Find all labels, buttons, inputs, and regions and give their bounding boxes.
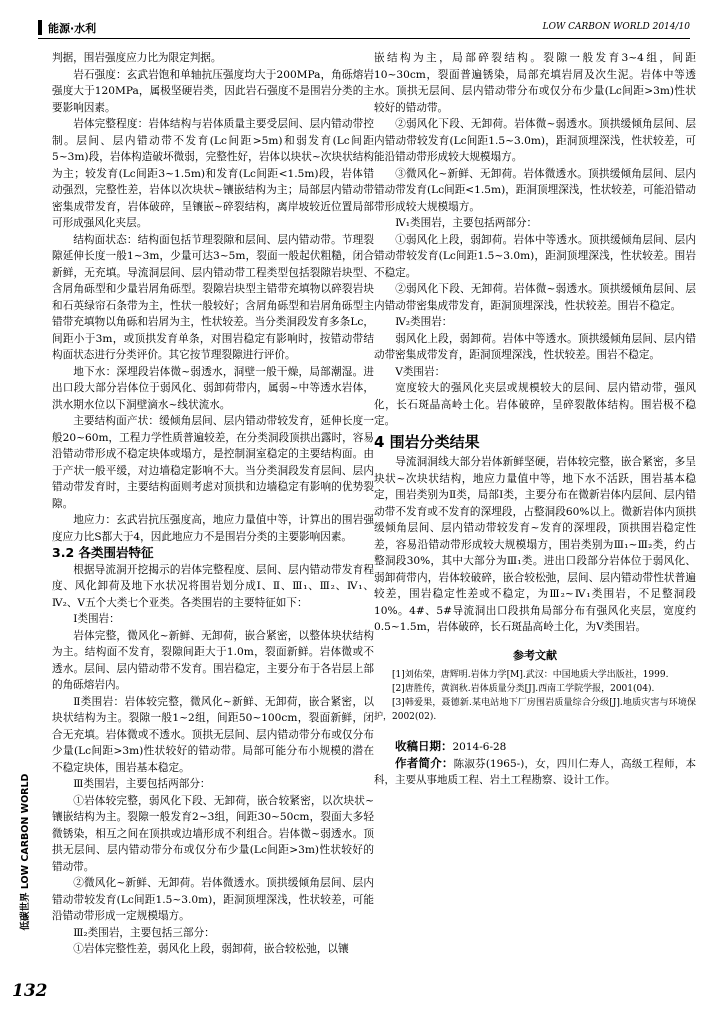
section-heading: 3.2 各类围岩特征 (52, 545, 154, 560)
paragraph: 宽度较大的强风化夹层或规模较大的层间、层内错动带，强风化，长石斑晶高岭土化。岩体破碎，呈碎裂散体结构。围岩极不稳定。 (374, 382, 696, 427)
received-label: 收稿日期： (395, 739, 453, 753)
category-heading: Ⅲ类围岩，主要包括两部分： (73, 778, 211, 790)
category-heading: Ⅳ₁类围岩，主要包括两部分： (395, 217, 538, 229)
received-date (374, 738, 696, 755)
header-section: 能源·水利 (48, 22, 97, 35)
paragraph: Ⅱ类围岩：岩体较完整，微风化~新鲜、无卸荷，嵌合紧密，以块状结构为主。裂隙一般1~2组，间距50~100cm，裂面新鲜，闭合无充填。岩体微或不透水。顶拱无层间、层内错动带分布或仅分布少量(Lc间距>3m)性状较好的错动带。局部可能分布小规模的潜在不稳定块体，围岩基本稳定。 (52, 695, 374, 774)
paragraph: ②微风化~新鲜、无卸荷。岩体微透水。顶拱缓倾角层间、层内错动带较发育(Lc间距1.5~3.0m)，距洞顶埋深浅，性状较差，可能沿错动带形成一定规模塌方。 (52, 877, 374, 922)
author-label: 作者简介： (395, 756, 454, 770)
paragraph: 导流洞洞线大部分岩体新鲜坚硬，岩体较完整，嵌合紧密，多呈块状~次块状结构，地应力量值中等，地下水不活跃，围岩基本稳定，围岩类别为Ⅱ类，局部Ⅰ类，主要分布在微新岩体内层间、层内错动带不发育或不发育的深埋段，占整洞段60%以上。微新岩体内顶拱缓倾角层间、层内错动带较发育~发育的深埋段，顶拱围岩稳定性差，容易沿错动带形成较大规模塌方，围岩类别为Ⅲ₁~Ⅲ₂类，约占整洞段30%，其中大部分为Ⅲ₁类。进出口段部分岩体位于弱风化、弱卸荷带内，岩体较破碎，嵌合较松弛，层间、层内错动带性状普遍较差，围岩稳定性差或不稳定，为Ⅲ₂~Ⅳ₁类围岩，不足整洞段10%。4#、5#导流洞出口段拱角局部分布有强风化夹层，宽度约0.5~1.5m，岩体破碎，长石斑晶高岭土化，为Ⅴ类围岩。 (374, 456, 696, 633)
paragraph: ①岩体完整性差，弱风化上段，弱卸荷，嵌合较松弛，以镶 (73, 943, 349, 955)
header-bar (38, 20, 42, 35)
author-bio (374, 755, 696, 788)
author-value: 陈淑芬(1965-)，女，四川仁寿人，高级工程师，本科，主要从事地质工程、岩土工程勘察、设计工作。 (374, 758, 696, 786)
reference-item: [2]唐胜传，黄润秋.岩体质量分类[J].西南工学院学报，2001(04). (392, 684, 655, 694)
paragraph: 判据，围岩强度应力比为限定判据。 (52, 52, 222, 64)
journal-sidebar (14, 735, 31, 975)
paragraph: 岩石强度：玄武岩饱和单轴抗压强度均大于200MPa，角砾熔岩强度大于120MPa，属极坚硬岩类，因此岩石强度不是围岩分类的主要影响因素。 (52, 68, 374, 114)
running-header (38, 18, 690, 39)
page-number: 132 (12, 981, 48, 1001)
header-journal: LOW CARBON WORLD 2014/10 (542, 22, 690, 32)
paragraph: ②弱风化下段、无卸荷。岩体微~弱透水。顶拱缓倾角层间、层内错动带较发育(Lc间距1.5~3.0m)，距洞顶埋深浅，性状较差，可能沿错动带形成较大规模塌方。 (374, 118, 696, 163)
left-column (52, 50, 374, 958)
sidebar-journal-name: 低碳世界 LOW CARBON WORLD (20, 773, 31, 931)
received-value: 2014-6-28 (452, 741, 507, 753)
paragraph: 根据导流洞开挖揭示的岩体完整程度、层间、层内错动带发育程度、风化卸荷及地下水状况将围岩划分成Ⅰ、Ⅱ、Ⅲ₁、Ⅲ₂、Ⅳ₁、Ⅳ₂、Ⅴ五个大类七个亚类。各类围岩的主要特征如下： (52, 563, 374, 609)
paragraph: ③微风化~新鲜、无卸荷。岩体微透水。顶拱缓倾角层间、层内错动带发育(Lc间距<1.5m)，距洞顶埋深浅，性状较差，可能沿错动带形成较大规模塌方。 (374, 167, 696, 213)
paragraph: 结构面状态：结构面包括节理裂隙和层间、层内错动带。节理裂隙延伸长度一般1~3m，少量可达3~5m，裂面一般起伏粗糙，闭合新鲜，无充填。导流洞层间、层内错动带工程类型包括裂隙岩块型、含屑角砾型和少量岩屑角砾型。裂隙岩块型主错带充填物以碎裂岩块和石英绿帘石条带为主，性状一般较好；含屑角砾型和岩屑角砾型主错带充填物以角砾和岩屑为主，性状较差。当分类洞段发育多条Lc，间距小于3m，或顶拱发育单条，对围岩稳定有影响时，按错动带结构面状态进行分类评价。其它按节理裂隙进行评价。 (52, 233, 374, 361)
reference-item: [3]韩爱果，聂德新.某电站地下厂房围岩质量综合分级[J].地质灾害与环境保护，2002(02). (374, 698, 696, 722)
paragraph: ②弱风化下段、无卸荷。岩体微~弱透水。顶拱缓倾角层间、层内错动带密集成带发育，距洞顶埋深浅，性状较差。围岩不稳定。 (374, 283, 696, 312)
category-heading: Ⅰ类围岩： (73, 613, 120, 625)
category-heading: Ⅴ类围岩： (395, 365, 446, 378)
paragraph: 岩体完整，微风化~新鲜、无卸荷，嵌合紧密，以整体块状结构为主。结构面不发育，裂隙间距大于1.0m，裂面新鲜。岩体微或不透水。层间、层内错动带不发育。围岩稳定，主要分布于各岩层上部的角砾熔岩内。 (52, 629, 374, 691)
paragraph: ①弱风化上段，弱卸荷。岩体中等透水。顶拱缓倾角层间、层内错动带较发育(Lc间距1.5~3.0m)，距洞顶埋深浅，性状较差。围岩不稳定。 (374, 233, 696, 279)
category-heading: Ⅳ₂类围岩： (395, 316, 453, 328)
right-column (374, 50, 696, 788)
paragraph: 岩体完整程度：岩体结构与岩体质量主要受层间、层内错动带控制。层间、层内错动带不发育(Lc间距>5m)和弱发育(Lc间距5~3m)段，岩体构造破坏微弱，完整性好，岩体以块状~次块状结构为主；较发育(Lc间距3~1.5m)和发育(Lc间距<1.5m)段，岩体错动强烈，完整性差，岩体以次块状~镶嵌结构为主；局部层内错动带密集成带发育，岩体破碎，呈镶嵌~碎裂结构，离岸坡较近位置局部可形成强风化夹层。 (52, 118, 374, 229)
paragraph: 地应力：玄武岩抗压强度高，地应力量值中等，计算出的围岩强度应力比S都大于4，因此地应力不是围岩分类的主要影响因素。 (52, 514, 374, 543)
reference-item: [1]刘佑荣，唐辉明.岩体力学[M].武汉：中国地质大学出版社，1999. (392, 670, 669, 680)
paragraph: 地下水：深埋段岩体微~弱透水，洞壁一般干燥，局部潮湿。进出口段大部分岩体位于弱风化、弱卸荷带内，属弱~中等透水岩体，洪水期水位以下洞壁滴水~线状流水。 (52, 365, 374, 411)
section-heading: 4 围岩分类结果 (374, 432, 480, 451)
paragraph: 弱风化上段，弱卸荷。岩体中等透水。顶拱缓倾角层间、层内错动带密集成带发育，距洞顶埋深浅，性状较差。围岩不稳定。 (374, 332, 696, 361)
paragraph: 主要结构面产状：缓倾角层间、层内错动带较发育，延伸长度一般20~60m，工程力学性质普遍较差，在分类洞段顶拱出露时，容易沿错动带形成不稳定块体或塌方，是控制洞室稳定的主要结构面。由于产状一般平缓，对边墙稳定影响不大。当分类洞段发育层间、层内错动带发育时，主要结构面则考虑对顶拱和边墙稳定有影响的优势裂隙。 (52, 415, 374, 510)
paragraph: ①岩体较完整，弱风化下段、无卸荷，嵌合较紧密，以次块状~镶嵌结构为主。裂隙一般发育2~3组，间距30~50cm，裂面大多轻微锈染，相互之间在顶拱或边墙形成不利组合。岩体微~弱透水。顶拱无层间、层内错动带分布或仅分布少量(Lc间距>3m)性状较好的错动带。 (52, 794, 374, 873)
category-heading: Ⅲ₂类围岩，主要包括三部分： (73, 926, 215, 939)
paragraph: 嵌结构为主，局部碎裂结构。裂隙一般发育3~4组，间距10~30cm，裂面普遍锈染，局部充填岩屑及次生泥。岩体中等透水。顶拱无层间、层内错动带分布或仅分布少量(Lc间距>3m)性状较好的错动带。 (374, 52, 696, 114)
references-title: 参考文献 (513, 648, 557, 662)
